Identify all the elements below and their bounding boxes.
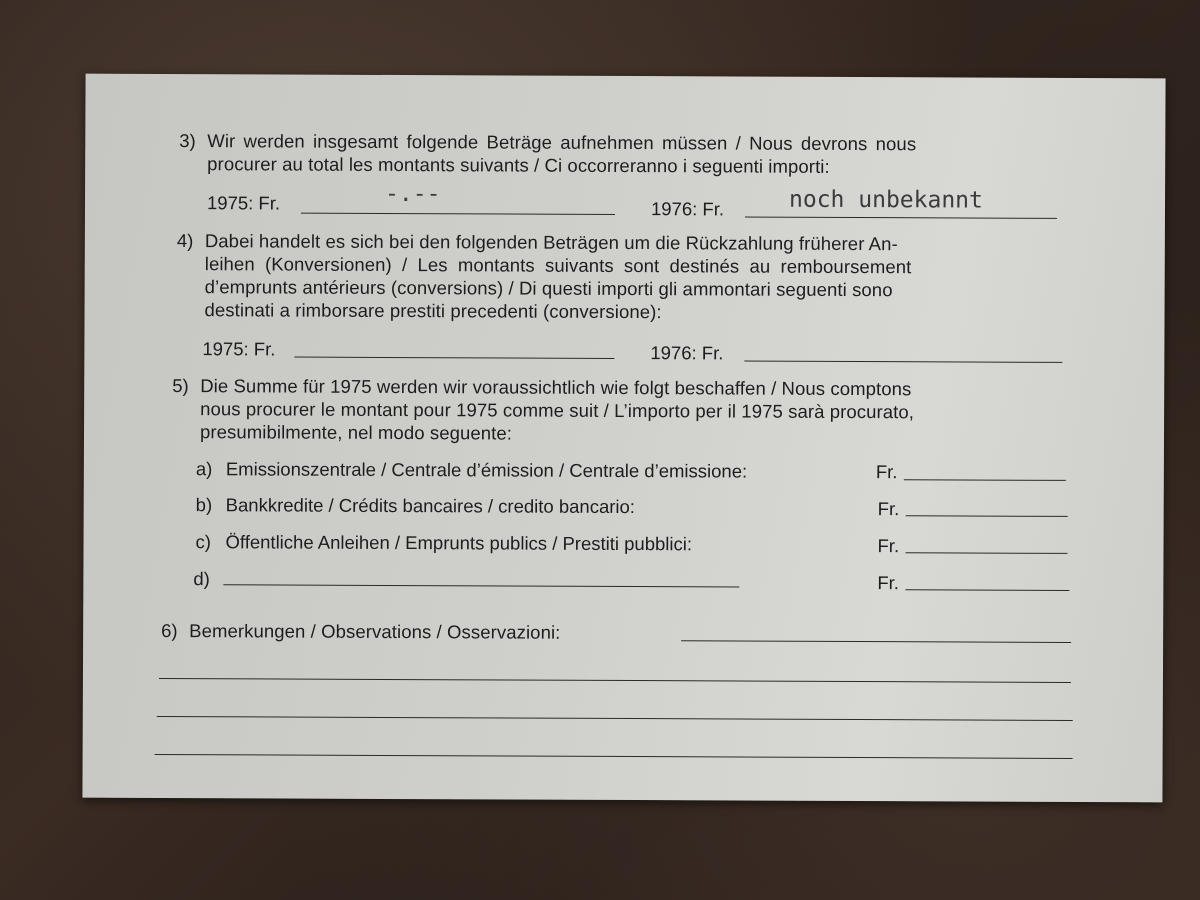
bank-credit-amount-field[interactable]	[906, 515, 1068, 517]
question-text-line: nous procurer le montant pour 1975 comme suit / L’importo per il 1975 sarà procurato,	[200, 398, 915, 423]
amount-1975-value: -.--	[385, 180, 441, 208]
fr-label: Fr.	[875, 461, 898, 483]
item-label: Emissionszentrale / Centrale d’émission / Centrale d’emissione:	[225, 458, 748, 482]
item-label: Bankkredite / Crédits bancaires / credito bancario:	[225, 494, 636, 518]
item-letter: c)	[195, 531, 212, 553]
question-3	[86, 74, 1166, 220]
item-label: Öffentliche Anleihen / Emprunts publics / Prestiti pubblici:	[225, 531, 693, 555]
year-1975-label: 1975: Fr.	[202, 338, 276, 360]
remarks-line[interactable]	[159, 678, 1071, 683]
question-text-line: Wir werden insgesamt folgende Beträge aufnehmen müssen / Nous devrons nous	[207, 130, 917, 155]
question-number: 6)	[161, 619, 178, 642]
public-loans-amount-field[interactable]	[905, 552, 1067, 554]
remarks-line[interactable]	[681, 640, 1071, 643]
fr-label: Fr.	[877, 498, 900, 520]
item-letter: d)	[193, 568, 210, 590]
conversion-1975-field[interactable]	[294, 357, 614, 359]
question-number: 5)	[172, 375, 189, 397]
question-text-line: Die Summe für 1975 werden wir voraussichtlich wie folgt beschaffen / Nous comptons	[200, 375, 912, 400]
amount-1976-field[interactable]	[745, 217, 1057, 219]
question-text-line: Dabei handelt es sich bei den folgenden Beträgen um die Rückzahlung früherer An-	[204, 230, 898, 255]
form-card	[82, 74, 1165, 803]
year-1976-label: 1976: Fr.	[650, 342, 724, 364]
question-text-line: leihen (Konversionen) / Les montants suivants sont destinés au remboursement	[204, 253, 912, 278]
item-letter: a)	[195, 458, 213, 480]
question-text-line: procurer au total les montants suivants / Ci occorreranno i seguenti importi:	[207, 153, 830, 177]
amount-1975-field[interactable]	[301, 213, 615, 215]
conversion-1976-field[interactable]	[744, 361, 1062, 363]
remarks-line[interactable]	[157, 716, 1073, 721]
other-source-amount-field[interactable]	[905, 589, 1069, 591]
question-number: 3)	[179, 130, 196, 152]
item-letter: b)	[195, 494, 213, 516]
fr-label: Fr.	[877, 535, 900, 557]
question-text-line: destinati a rimborsare prestiti precedenti (conversione):	[204, 299, 662, 323]
question-text-line: presumibilmente, nel modo seguente:	[199, 421, 513, 444]
question-text-line: d’emprunts antérieurs (conversions) / Di questi importi gli ammontari seguenti sono	[204, 276, 893, 301]
amount-1976-value: noch unbekannt	[788, 186, 983, 214]
emission-central-amount-field[interactable]	[904, 479, 1066, 481]
year-1976-label: 1976: Fr.	[650, 198, 725, 220]
remarks-line[interactable]	[155, 754, 1073, 759]
question-number: 4)	[176, 230, 194, 252]
remarks-label: Bemerkungen / Observations / Osservazioni:	[189, 620, 561, 643]
year-1975-label: 1975: Fr.	[206, 192, 281, 214]
fr-label: Fr.	[877, 572, 900, 594]
other-source-field[interactable]	[223, 584, 739, 587]
